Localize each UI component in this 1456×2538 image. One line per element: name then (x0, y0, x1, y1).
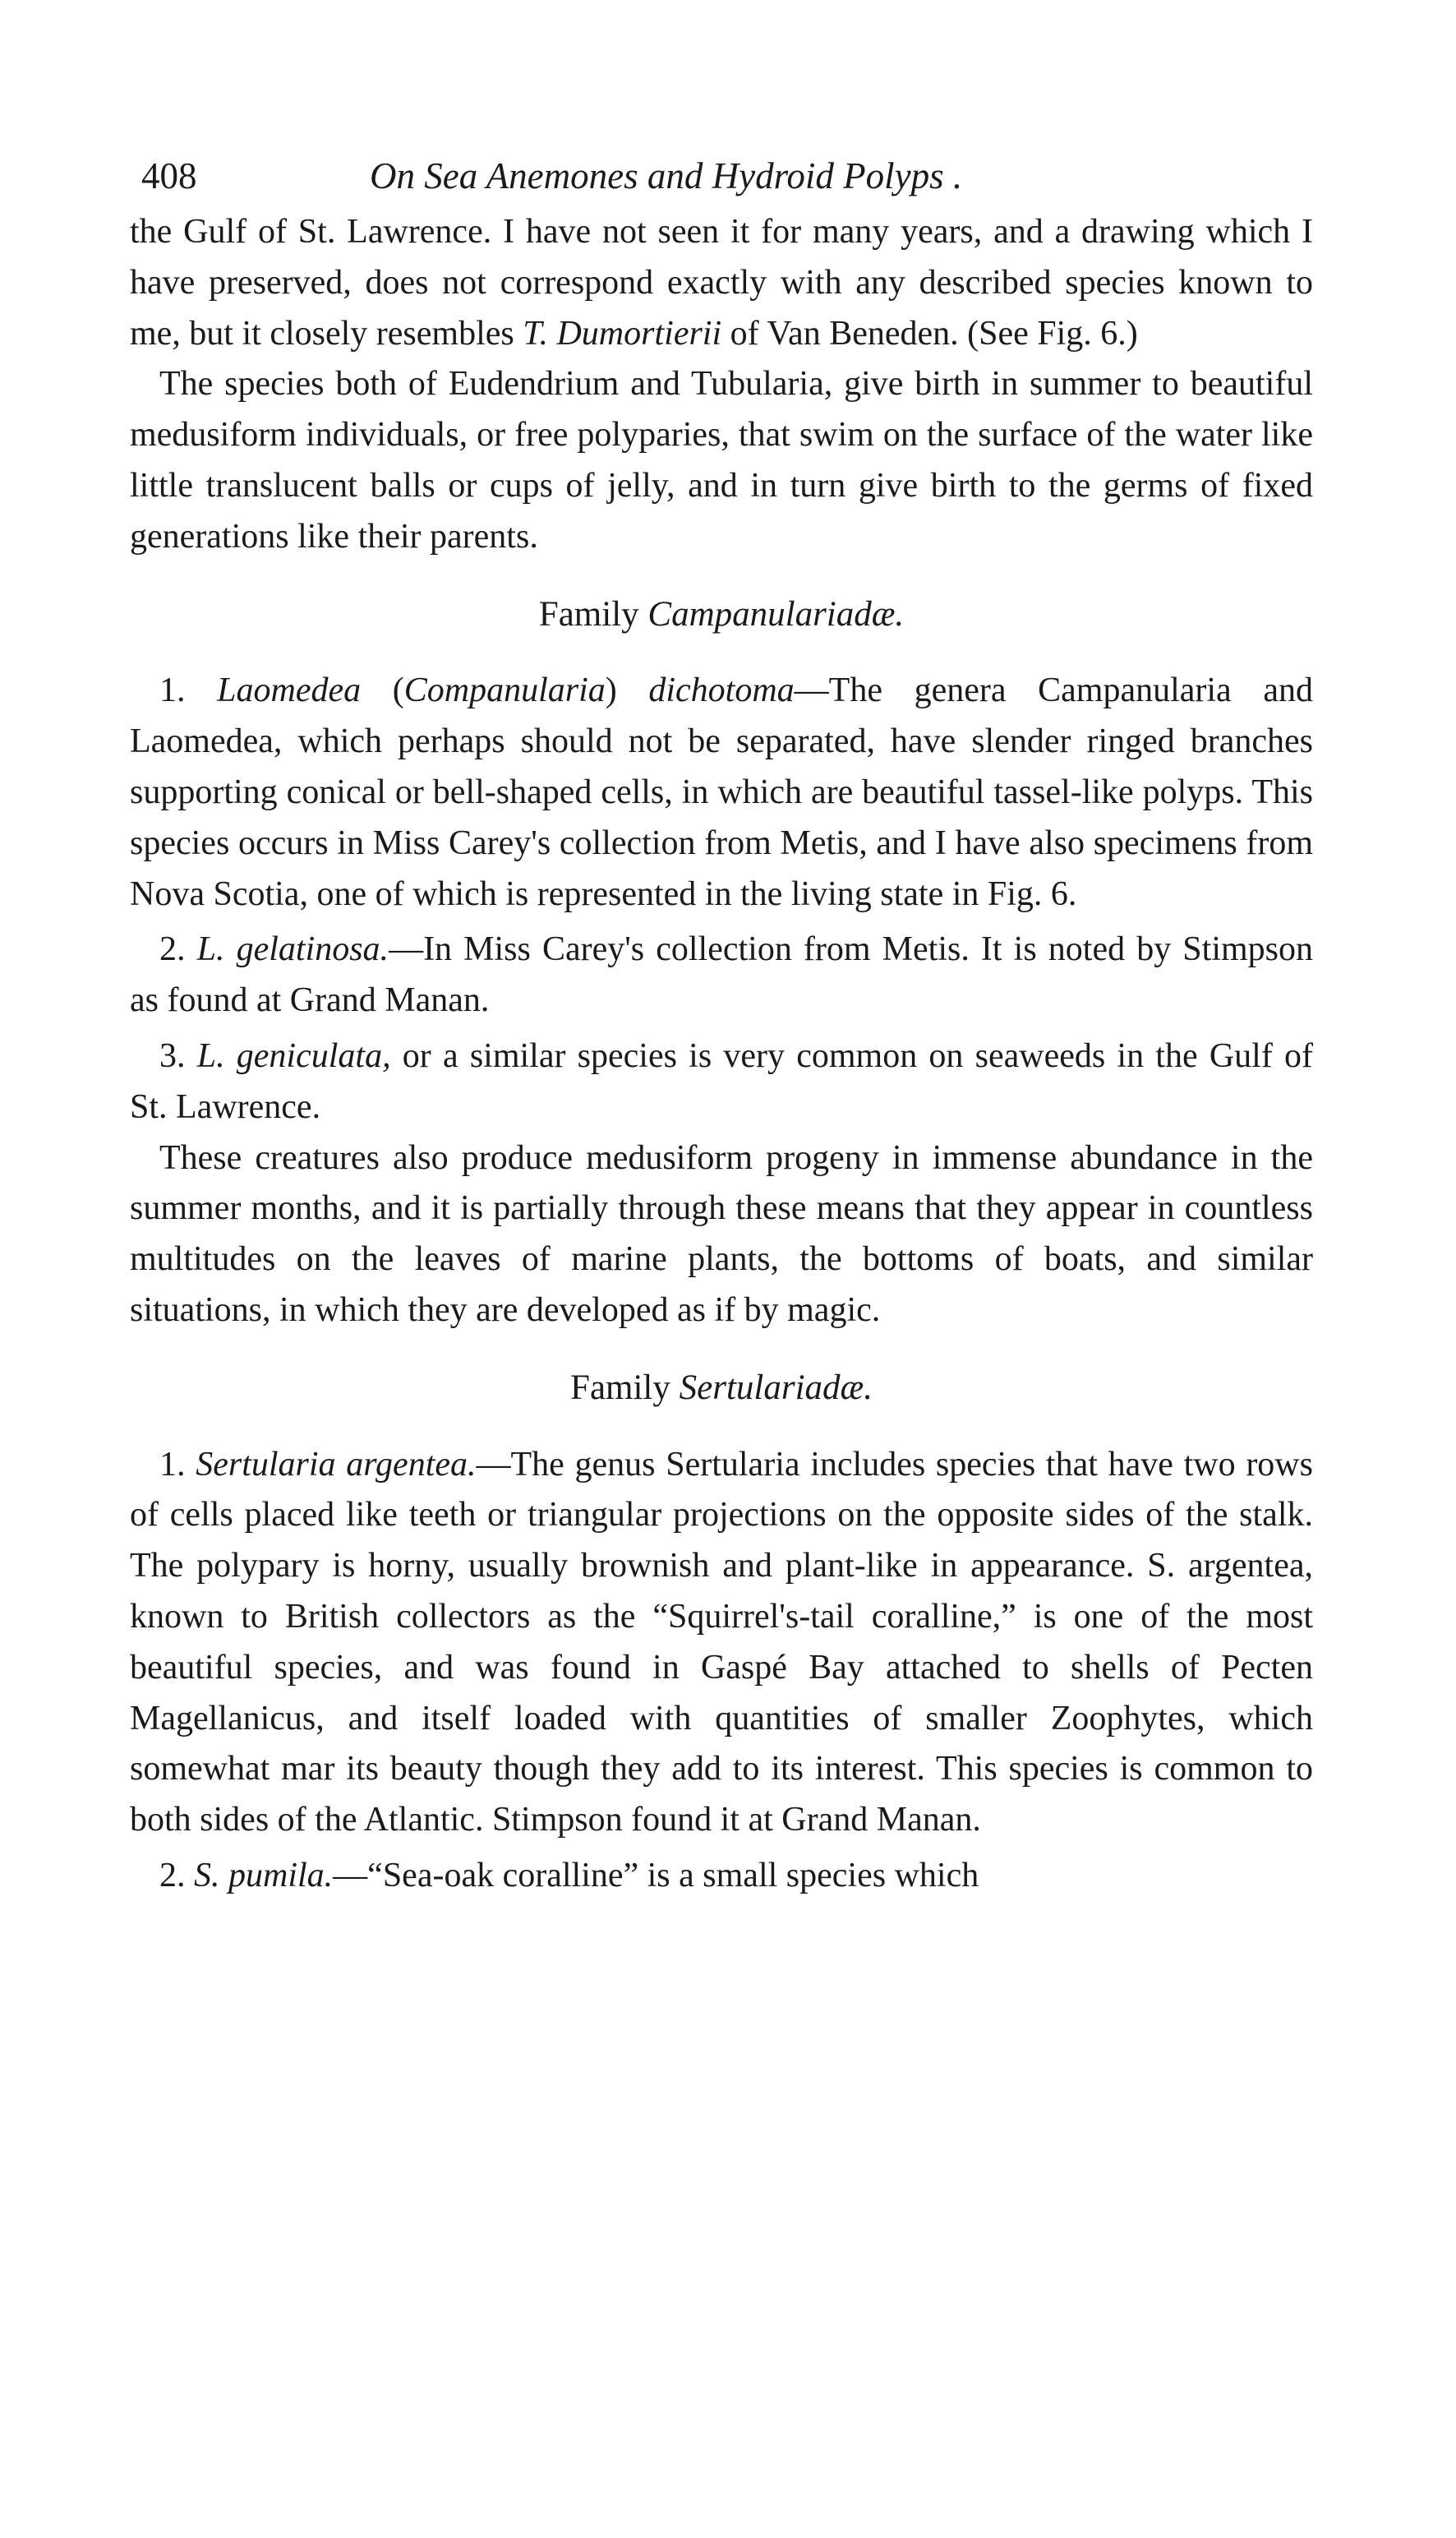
entry-number: 1. (159, 671, 218, 710)
species-name: S. pumila. (194, 1856, 334, 1894)
species-name: L. geniculata, (196, 1036, 391, 1075)
entry-text: or a similar species is very common on seaweeds in the Gulf of St. Lawrence. (130, 1036, 1313, 1126)
species-name: Sertularia argentea. (196, 1445, 477, 1484)
entry-laomedea-dichotoma (130, 666, 1313, 920)
paragraph-medusiform (130, 359, 1313, 562)
paragraph-text: of Van Beneden. (See Fig. 6.) (721, 314, 1138, 353)
entry-laomedea-geniculata (130, 1031, 1313, 1133)
entry-number: 2. (159, 1856, 194, 1894)
punctuation: ) (605, 671, 649, 710)
species-name: dichotoma (648, 671, 795, 710)
section-heading-campanulariadae (130, 589, 1313, 640)
heading-prefix: Family (570, 1368, 680, 1407)
heading-prefix: Family (538, 594, 648, 634)
paragraph-text: These creatures also produce medusiform progeny in immense abundance in the summer months, and it is partially through these means that they appear in countless multitudes on the leaves of marine plants, the bottoms of boats, and similar situations, in which they are developed as if by magic. (130, 1138, 1313, 1329)
species-name: T. Dumortierii (523, 314, 722, 353)
punctuation: ( (361, 671, 404, 710)
entry-laomedea-gelatinosa (130, 925, 1313, 1027)
paragraph-text: The species both of Eudendrium and Tubularia, give birth in summer to beautiful medusiform individuals, or free polyparies, that swim on the surface of the water like little translucent balls or cups of jelly, and in turn give birth to the germs of fixed generations like their parents. (130, 365, 1313, 556)
entry-text: —“Sea-oak coralline” is a small species which (333, 1856, 979, 1894)
family-name: Sertulariadæ. (679, 1368, 873, 1407)
species-name: Laomedea (217, 671, 362, 710)
entry-number: 2. (159, 930, 197, 969)
entry-text: —In Miss Carey's collection from Metis. It is noted by Stimpson as found at Grand Manan. (130, 930, 1313, 1020)
entry-sertularia-pumila (130, 1851, 1313, 1902)
entry-text: —The genus Sertularia includes species that have two rows of cells placed like teeth or triangular projections on the opposite sides of the stalk. The polypary is horny, usually brownish and plant-like in appearance. S. argentea, known to British collectors as the “Squirrel's-tail coralline,” is one of the most beautiful species, and was found in Gaspé Bay attached to shells of Pecten Magellanicus, and itself loaded with quantities of smaller Zoophytes, which somewhat mar its beauty though they add to its interest. This species is common to both sides of the Atlantic. Stimpson found it at Grand Manan. (130, 1445, 1313, 1839)
body-text (130, 207, 1313, 1902)
page-number: 408 (141, 155, 197, 196)
entry-number: 3. (159, 1036, 197, 1075)
entry-sertularia-argentea (130, 1440, 1313, 1846)
entry-text: —The genera Campanularia and Laomedea, which perhaps should not be separated, have slender ringed branches supporting conical or bell-shaped cells, in which are beautiful tassel-like polyps. This species occurs in Miss Carey's collection from Metis, and I have also specimens from Nova Scotia, one of which is represented in the living state in Fig. 6. (130, 671, 1313, 913)
species-name: L. gelatinosa. (196, 930, 389, 969)
family-name: Campanulariadæ. (647, 594, 905, 634)
running-title: On Sea Anemones and Hydroid Polyps . (370, 155, 963, 196)
book-page (130, 145, 1313, 1902)
paragraph-progeny (130, 1133, 1313, 1336)
section-heading-sertulariadae (130, 1363, 1313, 1414)
entry-number: 1. (159, 1445, 196, 1484)
species-name: Companularia (403, 671, 606, 710)
page-header (130, 145, 1313, 207)
paragraph-continuation (130, 207, 1313, 359)
paragraph-text: the Gulf of St. Lawrence. I have not seen it for many years, and a drawing which I have preserved, does not correspond exactly with any described species known to me, but it closely resembles (130, 213, 1313, 353)
